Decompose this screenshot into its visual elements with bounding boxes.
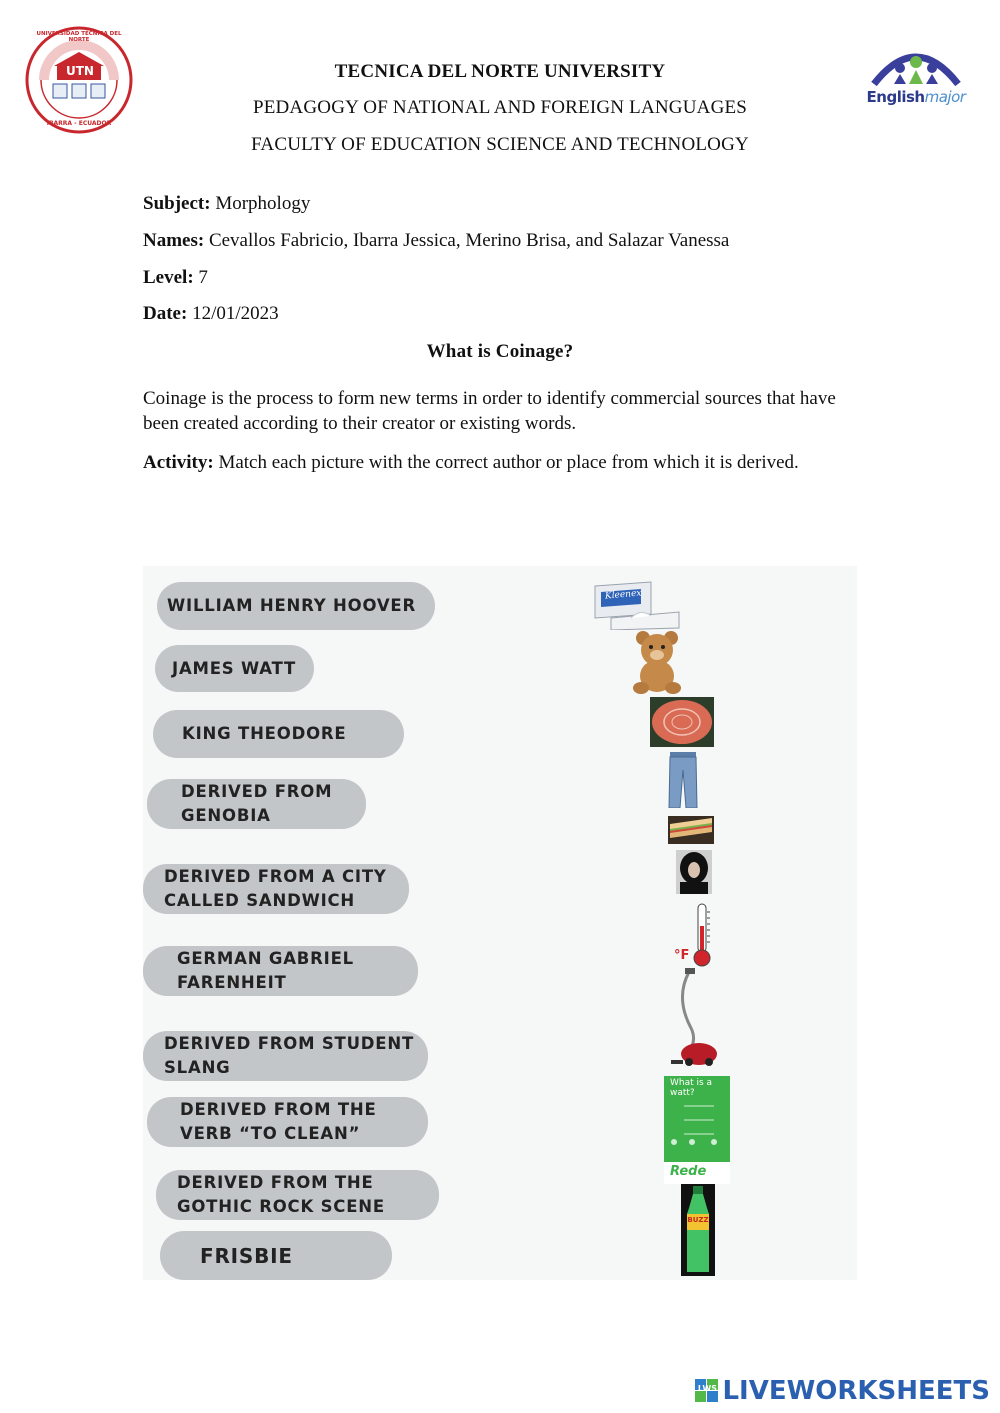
liveworksheets-text: LIVEWORKSHEETS: [722, 1376, 990, 1406]
option-pill[interactable]: DERIVED FROM GENOBIA: [147, 779, 366, 829]
tissue-brand-label: Kleenex: [604, 588, 642, 602]
goth-person-icon[interactable]: [676, 850, 712, 894]
level-line: [143, 267, 208, 289]
fahrenheit-label: °F: [674, 948, 690, 963]
option-pill[interactable]: FRISBIE: [160, 1231, 392, 1280]
date-value: 12/01/2023: [192, 303, 279, 324]
option-pill[interactable]: DERIVED FROM THE GOTHIC ROCK SCENE: [156, 1170, 439, 1220]
matching-panel: [143, 566, 857, 1280]
teddy-bear-icon[interactable]: [631, 630, 683, 694]
sandwich-icon[interactable]: [668, 816, 714, 844]
names-value: Cevallos Fabricio, Ibarra Jessica, Merino Brisa, and Salazar Vanessa: [208, 230, 730, 251]
option-pill[interactable]: GERMAN GABRIEL FARENHEIT: [143, 946, 418, 996]
thermometer-icon[interactable]: [674, 902, 716, 968]
subject-value: Morphology: [215, 193, 311, 214]
date-line: [143, 303, 279, 325]
program-title: PEDAGOGY OF NATIONAL AND FOREIGN LANGUAGES: [252, 97, 748, 118]
university-title: TECNICA DEL NORTE UNIVERSITY: [334, 61, 666, 82]
liveworksheets-brand[interactable]: [695, 1376, 990, 1406]
subject-line: [143, 193, 310, 215]
names-label: Names:: [143, 230, 205, 251]
definition-text: Coinage is the process to form new terms in order to identify commercial sources that have been created according to their creator or existing words.: [143, 388, 836, 434]
option-pill[interactable]: DERIVED FROM STUDENT SLANG: [143, 1031, 428, 1081]
date-label: Date:: [143, 303, 188, 324]
frisbee-icon[interactable]: [650, 697, 714, 747]
lws-badge-icon: [695, 1379, 719, 1403]
watt-poster-title: What is a watt?: [670, 1078, 713, 1098]
watt-poster-brand: Rede: [670, 1164, 707, 1179]
names-line: [143, 230, 729, 252]
vacuum-cleaner-icon[interactable]: [671, 968, 719, 1068]
logo-text-major: major: [924, 88, 966, 106]
option-pill[interactable]: DERIVED FROM THE VERB “TO CLEAN”: [147, 1097, 428, 1147]
watt-poster-icon[interactable]: [664, 1076, 730, 1184]
option-pill[interactable]: JAMES WATT: [155, 645, 314, 692]
seal-initials: UTN: [66, 64, 94, 78]
activity-line: [143, 450, 863, 475]
option-pill[interactable]: WILLIAM HENRY HOOVER: [157, 582, 435, 630]
tissue-box-icon[interactable]: [591, 578, 681, 630]
faculty-title: FACULTY OF EDUCATION SCIENCE AND TECHNOLOGY: [251, 134, 749, 155]
jeans-icon[interactable]: [667, 752, 699, 808]
activity-label: Activity:: [143, 452, 214, 473]
level-value: 7: [198, 267, 208, 288]
seal-text-top: UNIVERSIDAD TÉCNICA DEL NORTE: [36, 31, 122, 43]
section-heading: What is Coinage?: [426, 341, 574, 362]
logo-text-english: English: [866, 88, 925, 106]
subject-label: Subject:: [143, 193, 211, 214]
lws-badge-text: LWS: [697, 1384, 717, 1393]
soda-brand-label: BUZZ: [687, 1216, 709, 1224]
level-label: Level:: [143, 267, 194, 288]
soda-bottle-icon[interactable]: [681, 1184, 715, 1276]
seal-text-bottom: IBARRA - ECUADOR: [46, 120, 112, 127]
activity-text: Match each picture with the correct author or place from which it is derived.: [218, 452, 799, 473]
option-pill[interactable]: KING THEODORE: [153, 710, 404, 758]
option-pill[interactable]: DERIVED FROM A CITY CALLED SANDWICH: [143, 864, 409, 914]
